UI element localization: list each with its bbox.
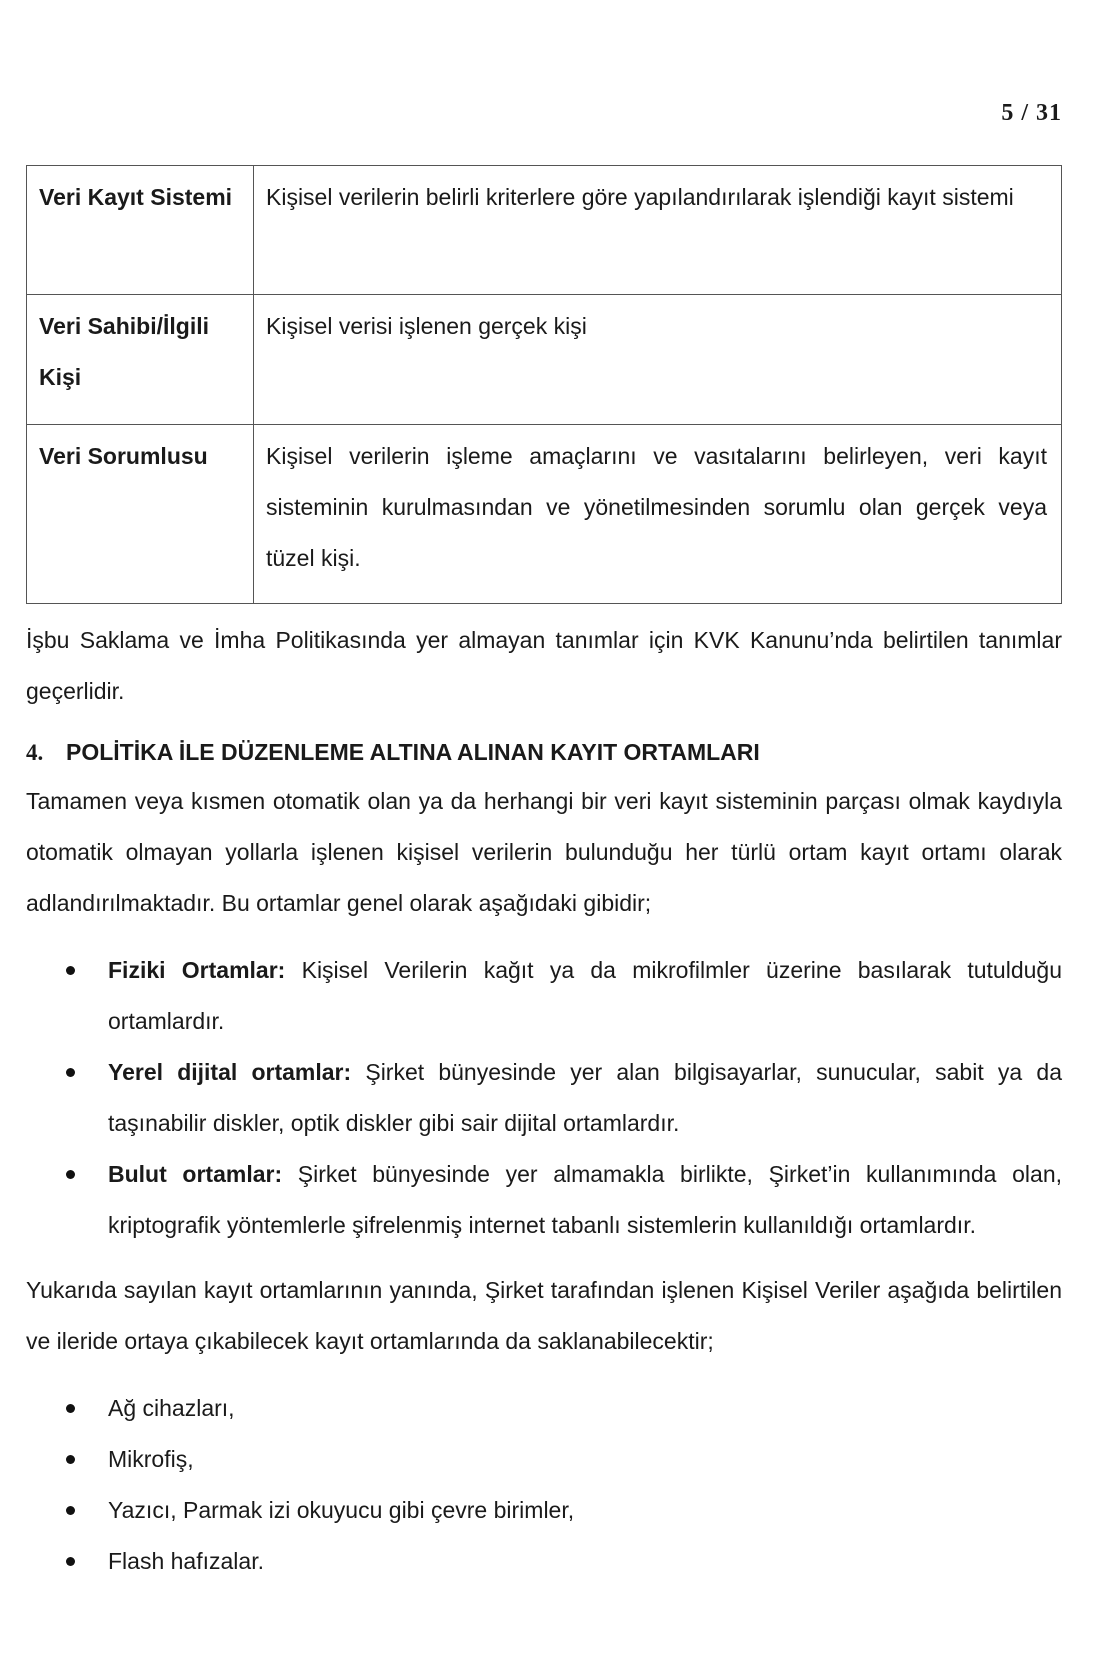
additional-media-list: [26, 1383, 1062, 1587]
list-item: [26, 1434, 1062, 1485]
section-number: 4.: [26, 740, 44, 765]
bullet-icon: [66, 1557, 75, 1566]
page-number: [1001, 100, 1062, 127]
environment-label: Yerel dijital ortamlar:: [108, 1059, 352, 1085]
bullet-icon: [66, 1506, 75, 1515]
definition-term: Veri Sorumlusu: [27, 425, 254, 604]
section-intro: Tamamen veya kısmen otomatik olan ya da herhangi bir veri kayıt sisteminin parçası olmak kaydıyla otomatik olmayan yollarla işlenen kişisel verilerin bulunduğu her türlü ortam kayıt ortamı olarak adlandırılmaktadır. Bu ortamlar genel olarak aşağıdaki gibidir;: [26, 788, 1062, 916]
definitions-table: [26, 165, 1062, 604]
page-separator: /: [1021, 100, 1029, 126]
definition-text: Kişisel verilerin işleme amaçlarını ve vasıtalarını belirleyen, veri kayıt sisteminin kurulmasından ve yönetilmesinden sorumlu olan gerçek veya tüzel kişi.: [254, 425, 1062, 604]
page-current: 5: [1001, 100, 1015, 126]
media-item: Yazıcı, Parmak izi okuyucu gibi çevre birimler,: [108, 1497, 575, 1523]
list-item: [26, 1536, 1062, 1587]
table-row: [27, 166, 1062, 295]
bullet-icon: [66, 1455, 75, 1464]
section-heading: [26, 729, 1062, 776]
media-item: Flash hafızalar.: [108, 1548, 264, 1574]
table-row: [27, 295, 1062, 425]
list-item: [26, 1383, 1062, 1434]
bullet-icon: [66, 1404, 75, 1413]
definition-term: Veri Kayıt Sistemi: [27, 166, 254, 295]
media-item: Mikrofiş,: [108, 1446, 194, 1472]
note-paragraph: İşbu Saklama ve İmha Politikasında yer almayan tanımlar için KVK Kanunu’nda belirtilen tanımlar geçerlidir.: [26, 627, 1062, 704]
list-item: [26, 945, 1062, 1047]
environment-label: Bulut ortamlar:: [108, 1161, 283, 1187]
list-item: [26, 1149, 1062, 1251]
list-item: [26, 1047, 1062, 1149]
additional-intro: Yukarıda sayılan kayıt ortamlarının yanında, Şirket tarafından işlenen Kişisel Veriler aşağıda belirtilen ve ileride ortaya çıkabilecek kayıt ortamlarında da saklanabilecektir;: [26, 1277, 1062, 1354]
bullet-icon: [66, 1068, 75, 1077]
environment-text: Şirket bünyesinde yer alan bilgisayarlar, sunucular, sabit ya da taşınabilir diskler, optik diskler gibi sair dijital ortamlardır.: [108, 1059, 1062, 1136]
environments-list: [26, 945, 1062, 1251]
definition-text: Kişisel verilerin belirli kriterlere göre yapılandırılarak işlendiği kayıt sistemi: [254, 166, 1062, 295]
bullet-icon: [66, 966, 75, 975]
section-title: POLİTİKA İLE DÜZENLEME ALTINA ALINAN KAYIT ORTAMLARI: [66, 739, 760, 765]
document-body: [26, 165, 1062, 1587]
bullet-icon: [66, 1170, 75, 1179]
definition-text: Kişisel verisi işlenen gerçek kişi: [254, 295, 1062, 425]
environment-text: Kişisel Verilerin kağıt ya da mikrofilmler üzerine basılarak tutulduğu ortamlardır.: [108, 957, 1062, 1034]
media-item: Ağ cihazları,: [108, 1395, 235, 1421]
list-item: [26, 1485, 1062, 1536]
page-total: 31: [1036, 100, 1062, 126]
environment-text: Şirket bünyesinde yer almamakla birlikte, Şirket’in kullanımında olan, kriptografik yöntemlerle şifrelenmiş internet tabanlı sistemlerin kullanıldığı ortamlardır.: [108, 1161, 1063, 1238]
definition-term: Veri Sahibi/İlgili Kişi: [27, 295, 254, 425]
table-row: [27, 425, 1062, 604]
environment-label: Fiziki Ortamlar:: [108, 957, 286, 983]
